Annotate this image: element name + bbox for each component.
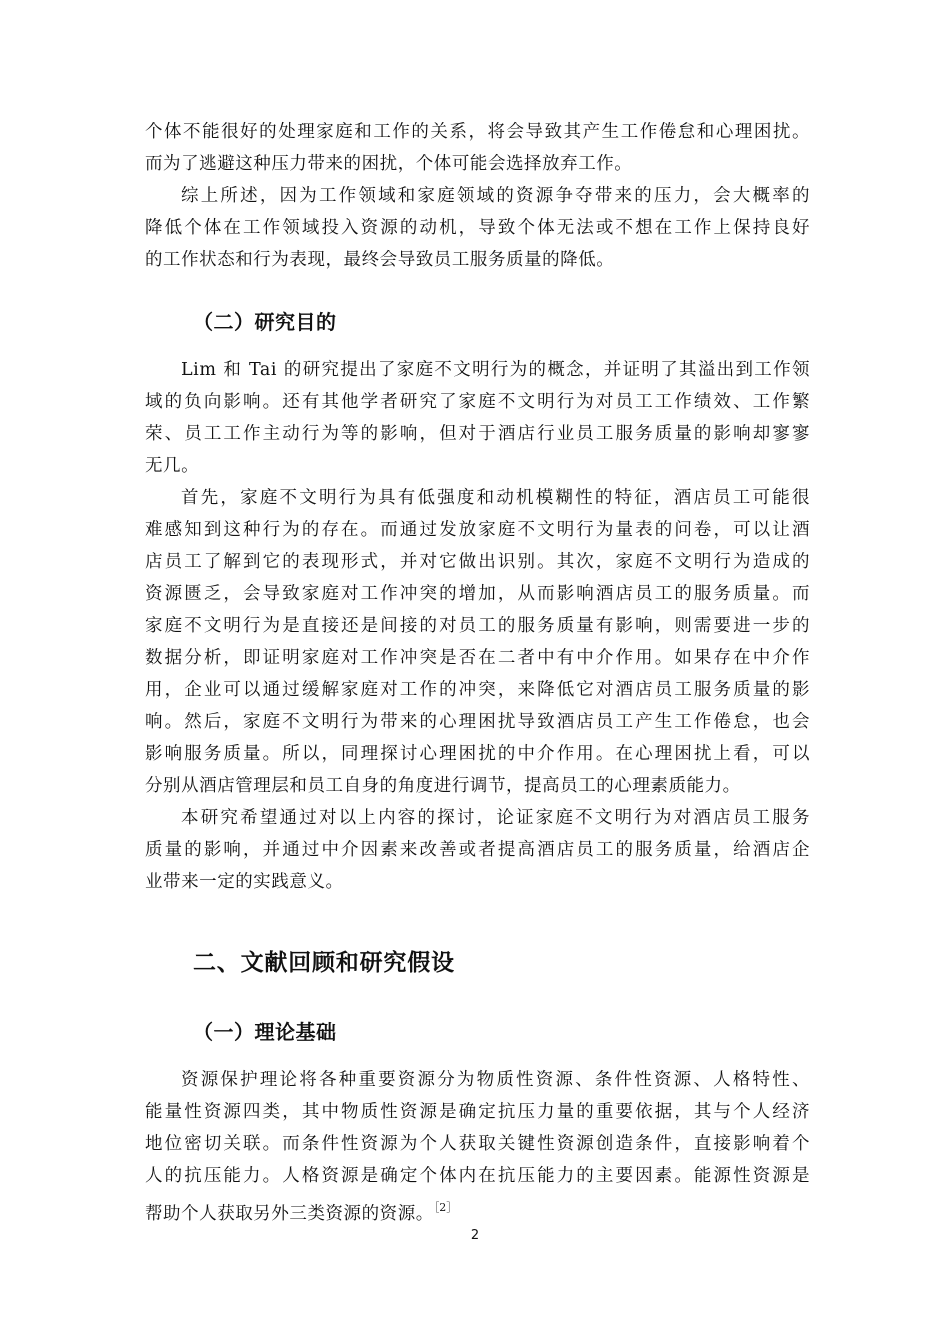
text-line: 响。然后，家庭不文明行为带来的心理困扰导致酒店员工产生工作倦怠，也会 [145,712,810,732]
text-line: 人的抗压能力。人格资源是确定个体内在抗压能力的主要因素。能源性资源是 [145,1166,810,1186]
citation-marker[interactable]: ［2］ [433,1201,458,1214]
text-line: 质量的影响，并通过中介因素来改善或者提高酒店员工的服务质量，给酒店企 [145,840,810,860]
text-line: 家庭不文明行为是直接还是间接的对员工的服务质量有影响，则需要进一步的 [145,616,810,636]
text-line: 无几。 [145,456,200,476]
text-line: 资源匮乏，会导致家庭对工作冲突的增加，从而影响酒店员工的服务质量。而 [145,584,810,604]
paragraph-summary [145,180,810,276]
paragraph-theory-1 [145,1064,810,1224]
text-line: 难感知到这种行为的存在。而通过发放家庭不文明行为量表的问卷，可以让酒 [145,520,810,540]
text-line: Lim 和 Tai 的研究提出了家庭不文明行为的概念，并证明了其溢出到工作领 [181,360,810,380]
text-line: 用，企业可以通过缓解家庭对工作的冲突，来降低它对酒店员工服务质量的影 [145,680,810,700]
text-line: 的工作状态和行为表现，最终会导致员工服务质量的降低。 [145,250,615,270]
paragraph-purpose-1 [145,354,810,482]
chapter-heading: 二、文献回顾和研究假设 [193,950,455,976]
text-line: 综上所述，因为工作领域和家庭领域的资源争夺带来的压力，会大概率的 [181,186,810,206]
text-line [145,1192,810,1224]
text-line: 分别从酒店管理层和员工自身的角度进行调节，提高员工的心理素质能力。 [145,776,741,796]
paragraph-intro-tail [145,116,810,180]
text-line: 业带来一定的实践意义。 [145,872,344,892]
text-line: 地位密切关联。而条件性资源为个人获取关键性资源创造条件，直接影响着个 [145,1134,810,1154]
paragraph-purpose-2 [145,482,810,802]
text-line-content: 帮助个人获取另外三类资源的资源。 [145,1204,434,1224]
paragraph-purpose-3 [145,802,810,898]
text-line: 影响服务质量。所以，同理探讨心理困扰的中介作用。在心理困扰上看，可以 [145,744,810,764]
text-line: 资源保护理论将各种重要资源分为物质性资源、条件性资源、人格特性、 [181,1070,810,1090]
text-line: 个体不能很好的处理家庭和工作的关系，将会导致其产生工作倦怠和心理困扰。 [145,122,810,142]
page-number: 2 [470,1228,480,1243]
text-line: 数据分析，即证明家庭对工作冲突是否在二者中有中介作用。如果存在中介作 [145,648,810,668]
text-line: 本研究希望通过对以上内容的探讨，论证家庭不文明行为对酒店员工服务 [181,808,810,828]
text-line: 降低个体在工作领域投入资源的动机，导致个体无法或不想在工作上保持良好 [145,218,810,238]
text-line: 首先，家庭不文明行为具有低强度和动机模糊性的特征，酒店员工可能很 [181,488,810,508]
text-line: 域的负向影响。还有其他学者研究了家庭不文明行为对员工工作绩效、工作繁 [145,392,810,412]
text-line: 而为了逃避这种压力带来的困扰，个体可能会选择放弃工作。 [145,154,633,174]
text-line: 荣、员工工作主动行为等的影响，但对于酒店行业员工服务质量的影响却寥寥 [145,424,810,444]
section-heading-purpose: （二）研究目的 [193,310,337,334]
text-line: 能量性资源四类，其中物质性资源是确定抗压力量的重要依据，其与个人经济 [145,1102,810,1122]
text-line: 店员工了解到它的表现形式，并对它做出识别。其次，家庭不文明行为造成的 [145,552,810,572]
section-heading-theory: （一）理论基础 [193,1020,337,1044]
